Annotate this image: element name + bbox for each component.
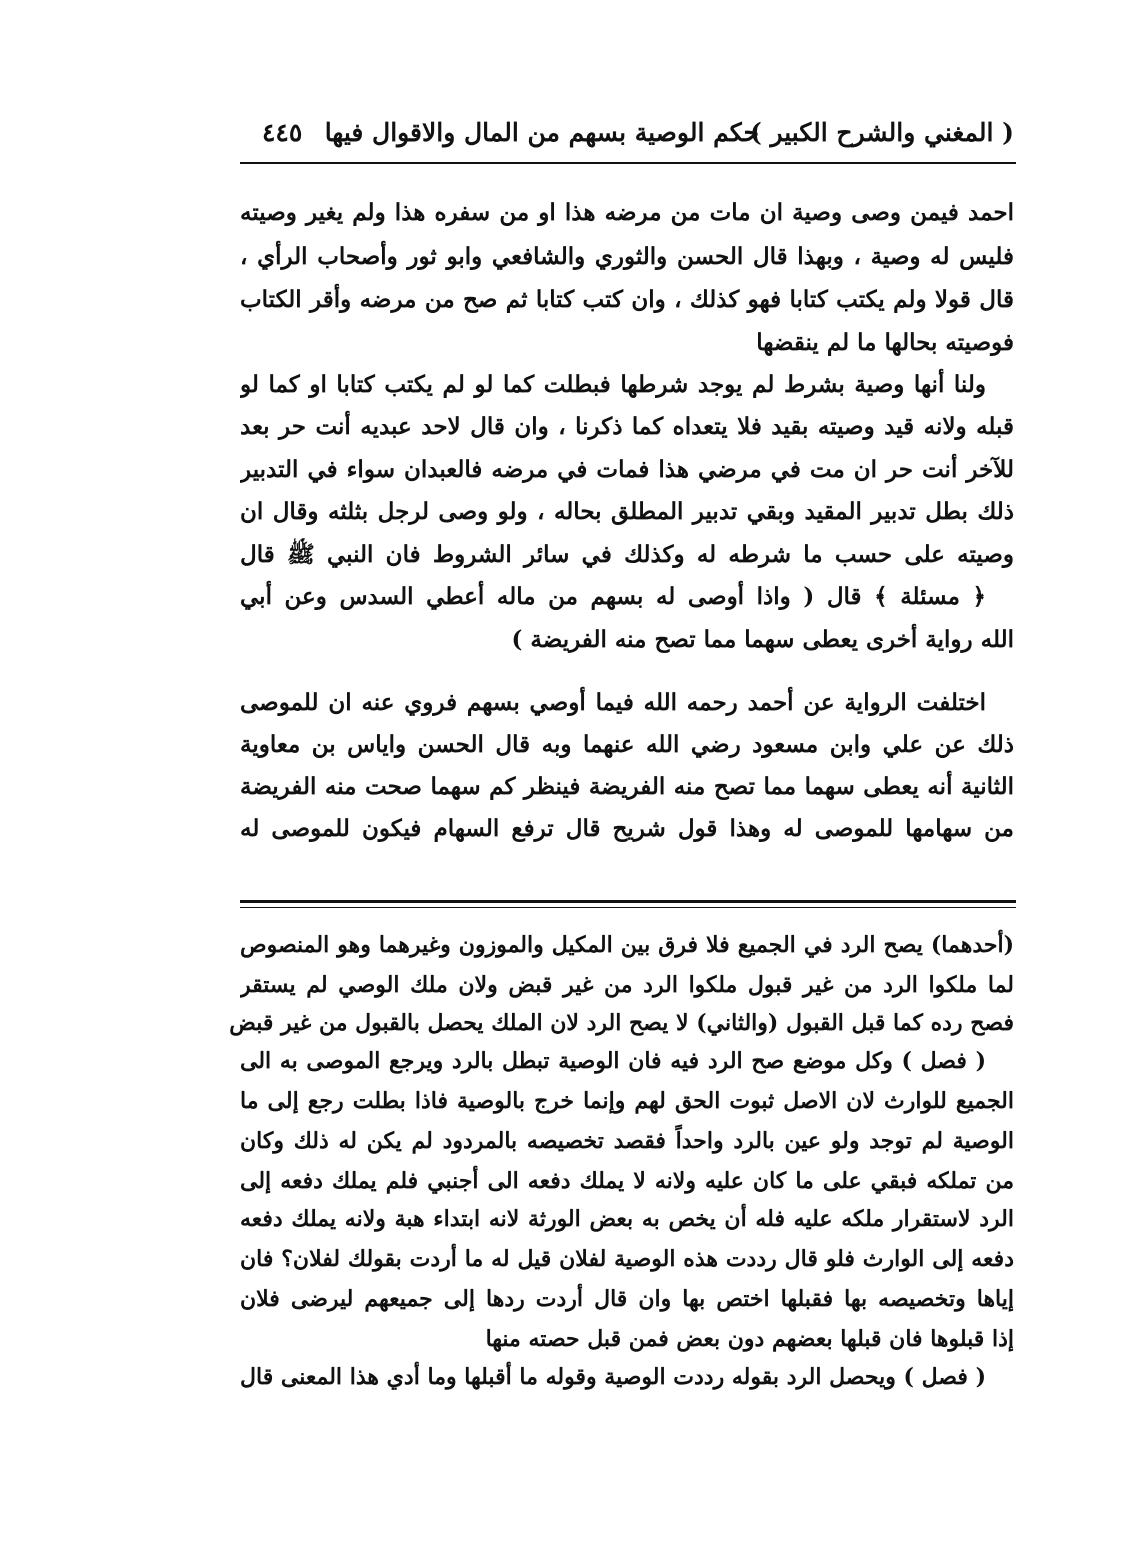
footnote-line: ( فصل ) ويحصل الرد بقوله رددت الوصية وقوله ما أقبلها وما أدي هذا المعنى قال: [240, 1364, 986, 1390]
footnote-line: الجميع للوارث لان الاصل ثبوت الحق لهم وإنما خرج بالوصية فاذا بطلت رجع إلى ما: [240, 1088, 1014, 1114]
text-line: الله رواية أخرى يعطى سهما مما تصح منه الفريضة ): [511, 626, 1014, 653]
footnote-line: فصح رده كما قبل القبول (والثاني) لا يصح الرد لان الملك يحصل بالقبول من غير قبض: [229, 1010, 1014, 1036]
text-line: من سهامها للموصى له وهذا قول شريح قال ترفع السهام فيكون للموصى له: [240, 815, 1014, 842]
footnote-line: (أحدهما) يصح الرد في الجميع فلا فرق بين المكيل والموزون وغيرهما وهو المنصوص: [240, 932, 1014, 958]
footnote-divider-thin: [240, 907, 1016, 908]
text-line: ولنا أنها وصية بشرط لم يوجد شرطها فبطلت كما لو لم يكتب كتابا او كما لو: [240, 371, 986, 398]
text-line: ذلك عن علي وابن مسعود رضي الله عنهما وبه قال الحسن واياس بن معاوية: [240, 731, 1014, 758]
book-title: ( المغني والشرح الكبير ): [749, 118, 1014, 147]
section-title: حكم الوصية بسهم من المال والاقوال فيها: [324, 118, 759, 147]
text-line: للآخر أنت حر ان مت في مرضي هذا فمات في مرضه فالعبدان سواء في التدبير: [240, 456, 1014, 483]
footnote-line: إذا قبلوها فان قبلها بعضهم دون بعض فمن قبل حصته منها: [485, 1326, 1014, 1352]
text-line: ﴿ مسئلة ﴾ قال ( واذا أوصى له بسهم من ماله أعطي السدس وعن أبي: [240, 583, 986, 610]
text-line: قبله ولانه قيد وصيته بقيد فلا يتعداه كما ذكرنا ، وان قال لاحد عبديه أنت حر بعد: [240, 413, 1014, 440]
text-line: فليس له وصية ، وبهذا قال الحسن والثوري والشافعي وابو ثور وأصحاب الرأي ،: [240, 243, 1014, 270]
text-line: فوصيته بحالها ما لم ينقضها: [756, 329, 1014, 356]
footnote-line: الوصية لم توجد ولو عين بالرد واحداً فقصد تخصيصه بالمردود لم يكن له ذلك وكان: [240, 1128, 1014, 1154]
page-number: ٤٤٥: [262, 118, 303, 147]
footnote-line: الرد لاستقرار ملكه عليه فله أن يخص به بعض الورثة لانه ابتداء هبة ولانه يملك دفعه: [240, 1206, 1014, 1232]
footnote-line: من تملكه فبقي على ما كان عليه ولانه لا يملك دفعه الى أجنبي فلم يملك دفعه إلى: [240, 1168, 1014, 1194]
text-line: اختلفت الرواية عن أحمد رحمه الله فيما أوصي بسهم فروي عنه ان للموصى: [240, 689, 986, 716]
footnote-line: دفعه إلى الوارث فلو قال رددت هذه الوصية لفلان قيل له ما أردت بقولك لفلان؟ فان: [240, 1246, 1014, 1272]
footnote-line: ( فصل ) وكل موضع صح الرد فيه فان الوصية تبطل بالرد ويرجع الموصى به الى: [240, 1048, 986, 1074]
footnote-divider: [240, 900, 1016, 903]
text-line: احمد فيمن وصى وصية ان مات من مرضه هذا او من سفره هذا ولم يغير وصيته: [240, 199, 1014, 226]
header-rule: [240, 162, 1016, 164]
text-line: الثانية أنه يعطى سهما مما تصح منه الفريضة فينظر كم سهما صحت منه الفريضة: [240, 773, 1014, 800]
footnote-line: إياها وتخصيصه بها فقبلها اختص بها وان قال أردت ردها إلى جميعهم ليرضى فلان: [240, 1286, 1014, 1312]
text-line: ذلك بطل تدبير المقيد وبقي تدبير المطلق بحاله ، ولو وصى لرجل بثلثه وقال ان: [240, 498, 1014, 525]
text-line: قال قولا ولم يكتب كتابا فهو كذلك ، وان كتب كتابا ثم صح من مرضه وأقر الكتاب: [240, 286, 1014, 313]
footnote-line: لما ملكوا الرد من غير قبول ملكوا الرد من غير قبض ولان ملك الوصي لم يستقر: [240, 972, 1014, 998]
text-line: وصيته على حسب ما شرطه له وكذلك في سائر الشروط فان النبي ﷺ قال: [240, 541, 1014, 568]
